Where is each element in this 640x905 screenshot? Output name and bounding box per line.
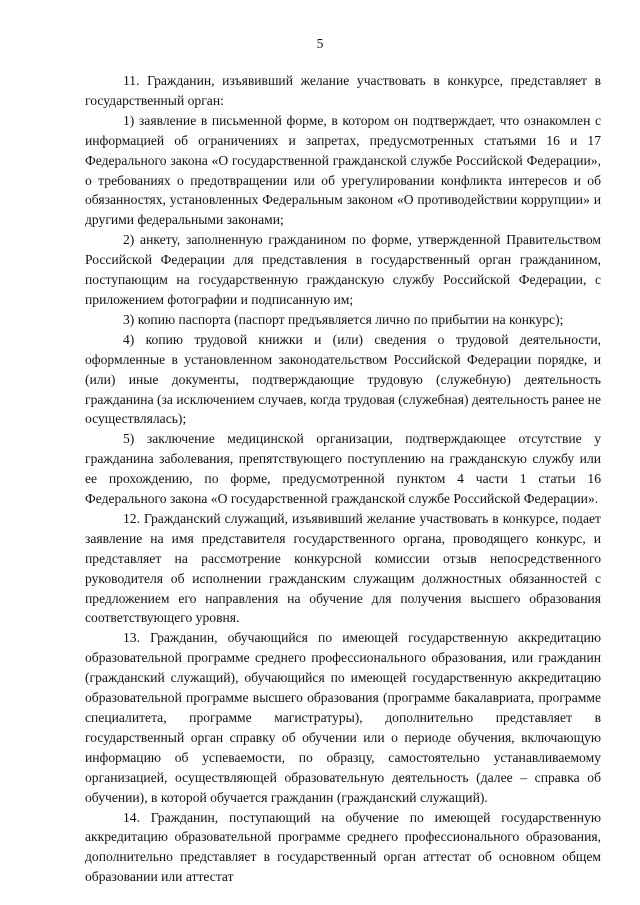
paragraph-11: 11. Гражданин, изъявивший желание участвовать в конкурсе, представляет в государственный орган: [85,73,601,108]
paragraph-14: 14. Гражданин, поступающий на обучение по имеющей государственную аккредитацию образовательной программе среднего профессионального образования, дополнительно представляет в государственный орган аттестат об основном общем образовании или аттестат [85,809,601,885]
page-number: 5 [316,36,324,51]
paragraph-13: 13. Гражданин, обучающийся по имеющей государственную аккредитацию образовательной программе среднего профессионального образования, или гражданин (гражданский служащий), обучающийся по имеющей государственную аккредитацию образовательной программе высшего образования (программе бакалавриата, программе специалитета, программе магистратуры), дополнительно представляет в государственный орган справку об обучении или о периоде обучения, включающую информацию об успеваемости, по образцу, самостоятельно устанавливаемому организацией, осуществляющей образовательную деятельность (далее – справка об обучении), в которой обучается гражданин (гражданский служащий). [85,630,601,805]
paragraph-11-item-2: 2) анкету, заполненную гражданином по форме, утвержденной Правительством Российской Федерации для представления в государственный орган гражданином, поступающим на государственную гражданскую службу Российской Федерации, с приложением фотографии и подписанную им; [85,232,601,307]
paragraph-11-item-4: 4) копию трудовой книжки и (или) сведения о трудовой деятельности, оформленные в установленном законодательством Российской Федерации порядке, и (или) иные документы, подтверждающие трудовую (служебную) деятельность гражданина (за исключением случаев, когда трудовая (служебная) деятельность ранее не осуществлялась); [85,331,601,427]
paragraph-11-item-5: 5) заключение медицинской организации, подтверждающее отсутствие у гражданина заболевания, препятствующего поступлению на гражданскую службу или ее прохождению, по форме, предусмотренной пунктом 4 части 1 статьи 16 Федерального закона «О государственной гражданской службе Российской Федерации». [85,431,601,507]
paragraph-11-item-3: 3) копию паспорта (паспорт предъявляется лично по прибытии на конкурс); [123,311,564,327]
paragraph-12: 12. Гражданский служащий, изъявивший желание участвовать в конкурсе, подает заявление на имя представителя государственного органа, проводящего конкурс, и представляет на рассмотрение конкурсной комиссии отзыв непосредственного руководителя об исполнении гражданским служащим должностных обязанностей с предложением его направления на обучение для получения высшего образования соответствующего уровня. [85,510,601,626]
paragraph-11-item-1: 1) заявление в письменной форме, в котором он подтверждает, что ознакомлен с информацией об ограничениях и запретах, предусмотренных статьями 16 и 17 Федерального закона «О государственной гражданской службе Российской Федерации», о требованиях о предотвращении или об урегулировании конфликта интересов и об обязанностях, установленных Федеральным законом «О противодействии коррупции» и другими федеральными законами; [85,112,601,228]
document-body [85,71,601,887]
